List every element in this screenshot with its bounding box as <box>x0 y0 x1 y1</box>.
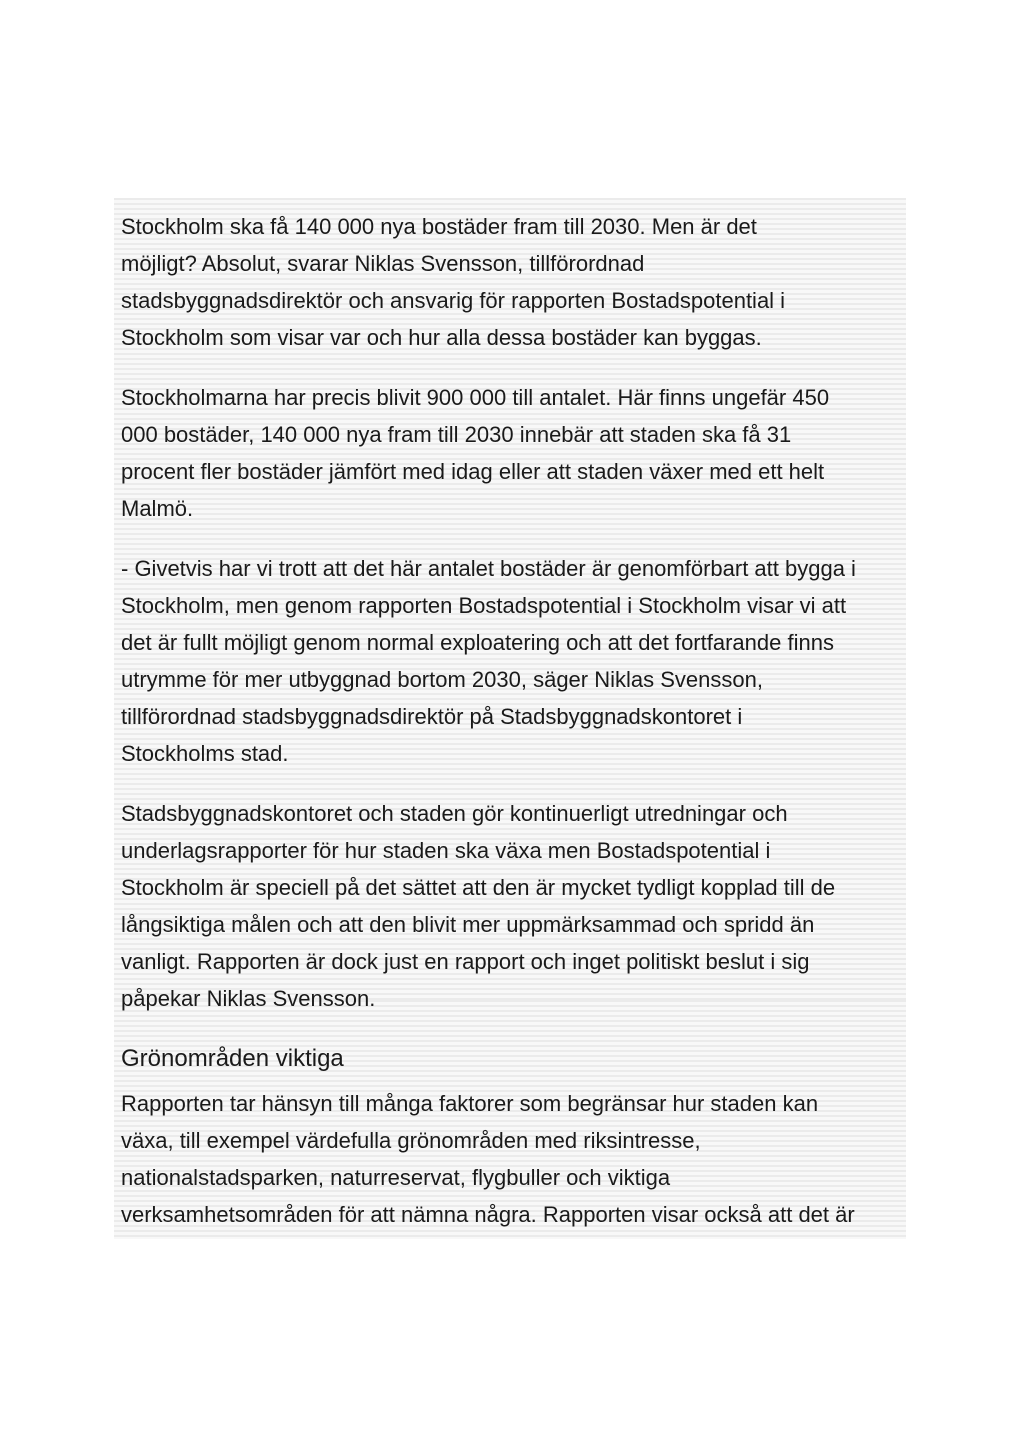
paragraph-3 <box>121 550 901 772</box>
text-line: - Givetvis har vi trott att det här antalet bostäder är genomförbart att bygga i <box>121 556 856 581</box>
paragraph-5 <box>121 1085 901 1233</box>
text-line: möjligt? Absolut, svarar Niklas Svensson, tillförordnad <box>121 251 645 276</box>
text-line: Stockholm är speciell på det sättet att den är mycket tydligt kopplad till de <box>121 875 836 900</box>
text-line: utrymme för mer utbyggnad bortom 2030, säger Niklas Svensson, <box>121 667 763 692</box>
text-line: det är fullt möjligt genom normal exploatering och att det fortfarande finns <box>121 630 834 655</box>
paragraph-1 <box>121 208 901 356</box>
text-line: Rapporten tar hänsyn till många faktorer som begränsar hur staden kan <box>121 1091 819 1116</box>
text-line: växa, till exempel värdefulla grönområden med riksintresse, <box>121 1128 701 1153</box>
text-line: tillförordnad stadsbyggnadsdirektör på Stadsbyggnadskontoret i <box>121 704 743 729</box>
text-line: påpekar Niklas Svensson. <box>121 986 376 1011</box>
text-line: Stadsbyggnadskontoret och staden gör kontinuerligt utredningar och <box>121 801 788 826</box>
text-line: Stockholms stad. <box>121 741 289 766</box>
text-line: nationalstadsparken, naturreservat, flygbuller och viktiga <box>121 1165 671 1190</box>
article-body <box>121 208 901 1256</box>
paragraph-4 <box>121 795 901 1017</box>
section-heading: Grönområden viktiga <box>121 1045 344 1072</box>
text-line: Stockholmarna har precis blivit 900 000 till antalet. Här finns ungefär 450 <box>121 385 830 410</box>
text-line: Malmö. <box>121 496 194 521</box>
text-line: Stockholm som visar var och hur alla dessa bostäder kan byggas. <box>121 325 762 350</box>
text-line: 000 bostäder, 140 000 nya fram till 2030 innebär att staden ska få 31 <box>121 422 792 447</box>
text-line: vanligt. Rapporten är dock just en rapport och inget politiskt beslut i sig <box>121 949 810 974</box>
text-line: verksamhetsområden för att nämna några. Rapporten visar också att det är <box>121 1202 855 1227</box>
text-line: stadsbyggnadsdirektör och ansvarig för rapporten Bostadspotential i <box>121 288 786 313</box>
text-line: Stockholm ska få 140 000 nya bostäder fram till 2030. Men är det <box>121 214 757 239</box>
text-line: procent fler bostäder jämfört med idag eller att staden växer med ett helt <box>121 459 825 484</box>
paragraph-2 <box>121 379 901 527</box>
text-line: Stockholm, men genom rapporten Bostadspotential i Stockholm visar vi att <box>121 593 847 618</box>
text-line: långsiktiga målen och att den blivit mer uppmärksammad och spridd än <box>121 912 815 937</box>
text-line: underlagsrapporter för hur staden ska växa men Bostadspotential i <box>121 838 771 863</box>
